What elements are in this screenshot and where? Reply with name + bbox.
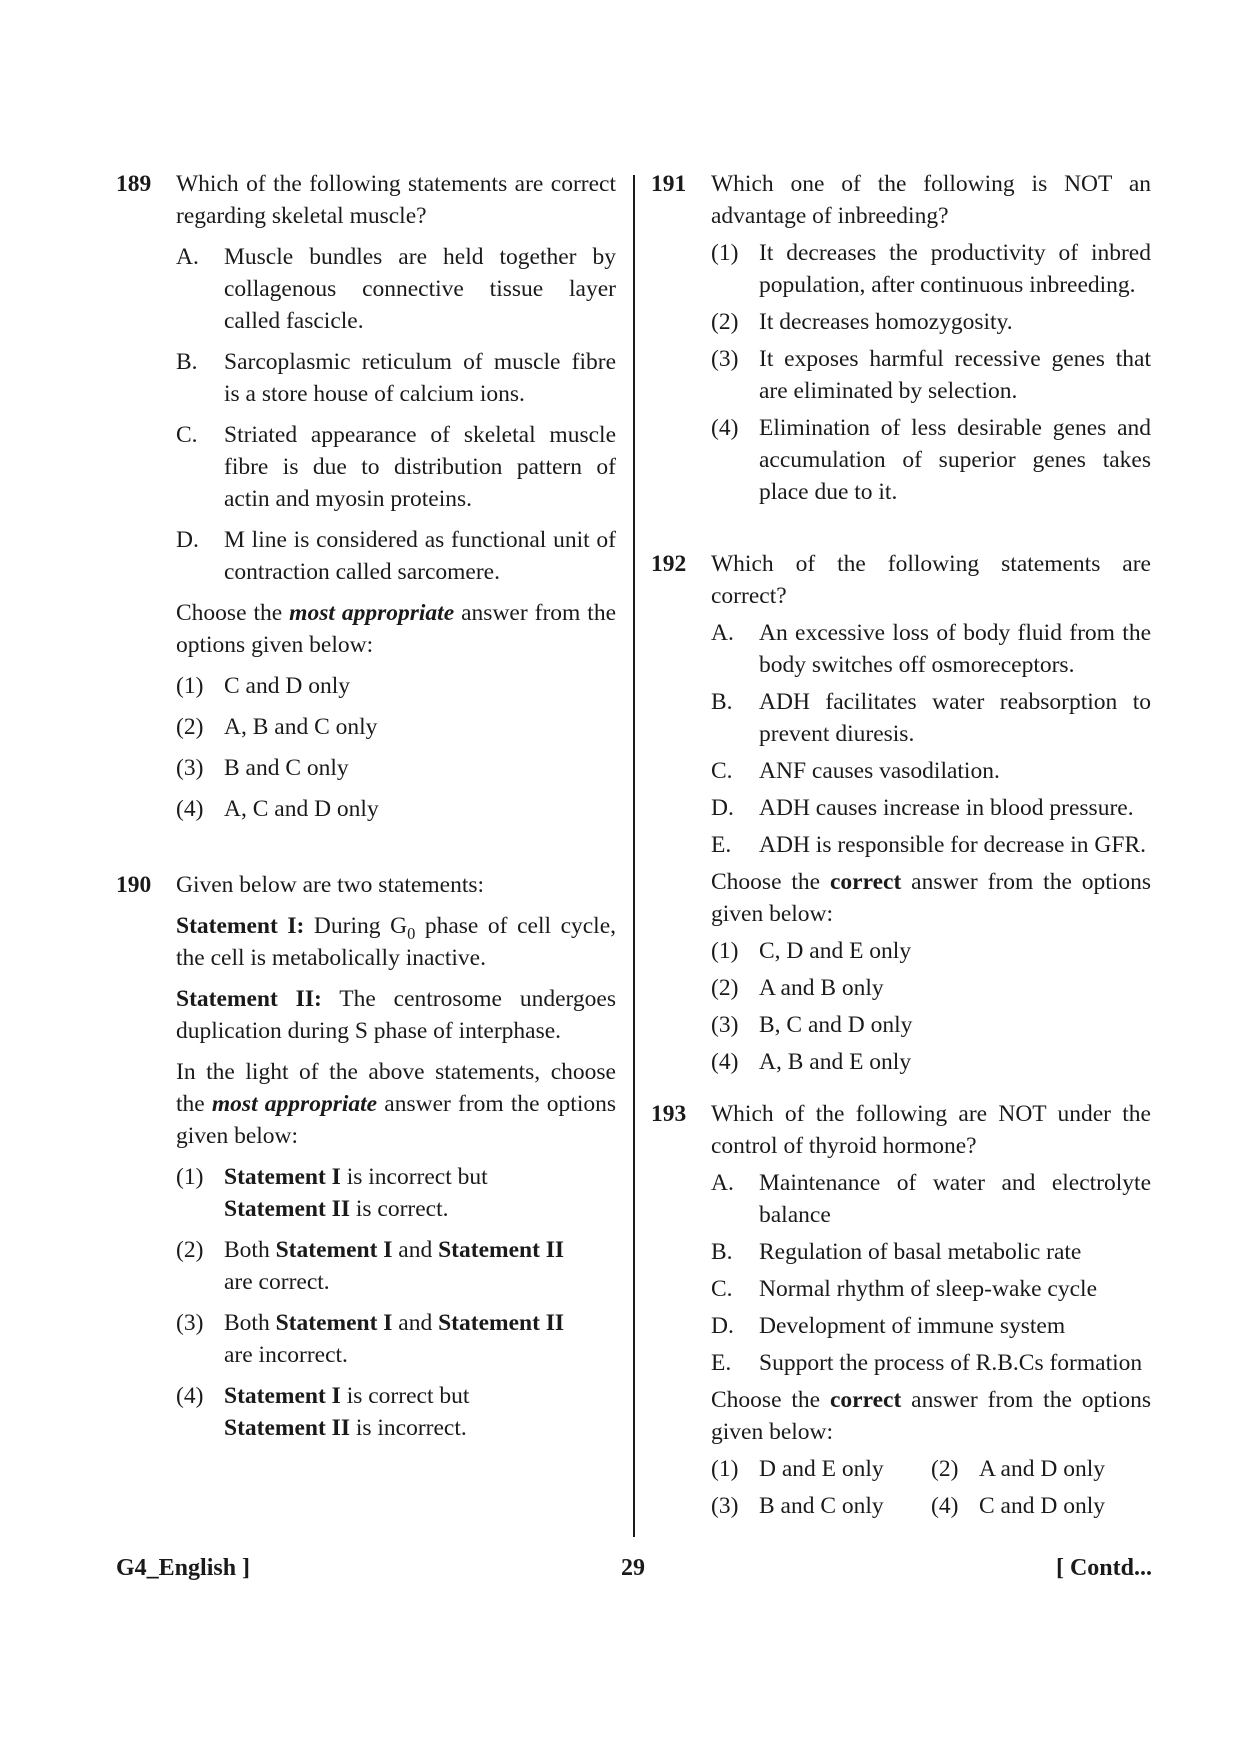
- item-label: D.: [176, 527, 199, 553]
- right-column: [651, 168, 1151, 1522]
- answer-option: [711, 343, 1151, 407]
- question-number: 190: [116, 872, 152, 898]
- option-label: (1): [711, 1456, 739, 1482]
- option-label: (4): [176, 1383, 204, 1409]
- question-number: 193: [651, 1101, 687, 1127]
- item-text: ANF causes vasodilation.: [759, 758, 1000, 784]
- answer-option: [711, 237, 1151, 301]
- option-label: (1): [176, 1164, 204, 1190]
- question-189: [116, 168, 616, 825]
- statement-item: [711, 1167, 1151, 1231]
- answer-option: [176, 1234, 616, 1298]
- statement-item: [711, 617, 1151, 681]
- instruction: Choose the correct answer from the options given below:: [711, 1387, 1151, 1445]
- statement-item: [176, 524, 616, 588]
- option-text: A, B and C only: [224, 714, 378, 740]
- item-label: C.: [176, 422, 198, 448]
- item-text: Support the process of R.B.Cs formation: [759, 1350, 1143, 1376]
- option-text: A and D only: [979, 1456, 1105, 1482]
- option-text: Statement I is correct but Statement II is incorrect.: [224, 1383, 470, 1441]
- item-label: B.: [711, 1239, 733, 1265]
- item-text: Development of immune system: [759, 1313, 1066, 1339]
- item-label: D.: [711, 795, 734, 821]
- statement-two: Statement II: The centrosome undergoes duplication during S phase of interphase.: [176, 986, 616, 1044]
- instruction: Choose the most appropriate answer from the options given below:: [176, 600, 617, 658]
- statement-item: [711, 755, 1151, 787]
- option-label: (3): [176, 1310, 204, 1336]
- answer-option: [176, 793, 616, 825]
- answer-option: [176, 752, 616, 784]
- footer-booklet-code: G4_English ]: [116, 1555, 251, 1581]
- answer-options-row: [711, 1453, 1151, 1485]
- option-label: (2): [931, 1456, 959, 1482]
- option-label: (4): [931, 1493, 959, 1519]
- question-193: [651, 1098, 1151, 1522]
- item-label: B.: [176, 349, 198, 375]
- answer-option: [176, 1380, 616, 1444]
- item-label: C.: [711, 1276, 733, 1302]
- option-text: C and D only: [979, 1493, 1105, 1519]
- answer-option: [176, 1307, 616, 1371]
- item-label: E.: [711, 832, 732, 858]
- option-text: A and B only: [759, 975, 884, 1001]
- answer-option: [711, 412, 1151, 508]
- option-text: B and C only: [224, 755, 349, 781]
- answer-option: [711, 1453, 931, 1485]
- answer-option: [711, 306, 1151, 338]
- item-label: D.: [711, 1313, 734, 1339]
- item-label: A.: [176, 244, 199, 270]
- answer-option: [931, 1490, 1151, 1522]
- option-text: Both Statement I and Statement II are correct.: [224, 1237, 565, 1295]
- option-text: D and E only: [759, 1456, 884, 1482]
- item-text: An excessive loss of body fluid from the body switches off osmoreceptors.: [759, 620, 1151, 678]
- statement-item: [711, 686, 1151, 750]
- option-label: (2): [711, 309, 739, 335]
- option-label: (2): [176, 1237, 204, 1263]
- option-label: (4): [711, 415, 739, 441]
- option-label: (2): [176, 714, 204, 740]
- option-text: C, D and E only: [759, 938, 912, 964]
- option-text: Elimination of less desirable genes and accumulation of superior genes takes place due to it.: [759, 415, 1151, 505]
- column-divider: [633, 175, 635, 1537]
- option-text: B and C only: [759, 1493, 884, 1519]
- option-label: (3): [711, 346, 739, 372]
- option-text: A, B and E only: [759, 1049, 912, 1075]
- answer-option: [711, 935, 1151, 967]
- item-text: Normal rhythm of sleep-wake cycle: [759, 1276, 1098, 1302]
- answer-option: [931, 1453, 1151, 1485]
- statement-item: [176, 419, 616, 515]
- option-text: It decreases homozygosity.: [759, 309, 1013, 335]
- footer-continued: [ Contd...: [1055, 1555, 1152, 1581]
- left-column: [116, 168, 616, 1444]
- statement-item: [711, 792, 1151, 824]
- page-number: 29: [621, 1555, 645, 1581]
- option-text: Statement I is incorrect but Statement II is correct.: [224, 1164, 488, 1222]
- option-text: Both Statement I and Statement II are incorrect.: [224, 1310, 565, 1368]
- item-text: Maintenance of water and electrolyte balance: [759, 1170, 1151, 1228]
- question-number: 189: [116, 171, 152, 197]
- item-text: Regulation of basal metabolic rate: [759, 1239, 1082, 1265]
- statement-item: [711, 1347, 1151, 1379]
- statement-item: [176, 241, 616, 337]
- option-label: (3): [176, 755, 204, 781]
- question-stem: Which of the following statements are correct regarding skeletal muscle?: [176, 171, 616, 229]
- answer-option: [711, 1046, 1151, 1078]
- item-label: A.: [711, 620, 734, 646]
- item-label: B.: [711, 689, 733, 715]
- question-stem: Which of the following statements are correct?: [711, 551, 1151, 609]
- question-192: [651, 548, 1151, 1078]
- option-label: (3): [711, 1493, 739, 1519]
- option-text: It decreases the productivity of inbred population, after continuous inbreeding.: [759, 240, 1151, 298]
- answer-option: [176, 1161, 616, 1225]
- question-stem: Given below are two statements:: [176, 872, 485, 898]
- item-text: Sarcoplasmic reticulum of muscle fibre is a store house of calcium ions.: [224, 349, 616, 407]
- statement-item: [176, 346, 616, 410]
- option-label: (3): [711, 1012, 739, 1038]
- statement-item: [711, 1273, 1151, 1305]
- item-text: ADH causes increase in blood pressure.: [759, 795, 1134, 821]
- item-label: E.: [711, 1350, 732, 1376]
- question-stem: Which one of the following is NOT an advantage of inbreeding?: [711, 171, 1151, 229]
- answer-option: [176, 670, 616, 702]
- statement-item: [711, 1310, 1151, 1342]
- instruction: In the light of the above statements, choose the most appropriate answer from the options given below:: [176, 1059, 617, 1149]
- item-text: Striated appearance of skeletal muscle fibre is due to distribution pattern of actin and myosin proteins.: [224, 422, 616, 512]
- option-label: (1): [711, 938, 739, 964]
- question-191: [651, 168, 1151, 508]
- statement-item: [711, 1236, 1151, 1268]
- answer-option: [711, 1009, 1151, 1041]
- option-label: (2): [711, 975, 739, 1001]
- option-label: (4): [711, 1049, 739, 1075]
- item-label: C.: [711, 758, 733, 784]
- option-text: It exposes harmful recessive genes that are eliminated by selection.: [759, 346, 1151, 404]
- instruction: Choose the correct answer from the options given below:: [711, 869, 1151, 927]
- option-text: B, C and D only: [759, 1012, 913, 1038]
- question-stem: Which of the following are NOT under the control of thyroid hormone?: [711, 1101, 1151, 1159]
- item-text: ADH facilitates water reabsorption to prevent diuresis.: [759, 689, 1151, 747]
- option-label: (1): [711, 240, 739, 266]
- statement-item: [711, 829, 1151, 861]
- answer-option: [176, 711, 616, 743]
- question-number: 191: [651, 171, 687, 197]
- item-label: A.: [711, 1170, 734, 1196]
- question-190: [116, 869, 616, 1444]
- answer-options-row: [711, 1490, 1151, 1522]
- question-number: 192: [651, 551, 687, 577]
- option-label: (1): [176, 673, 204, 699]
- answer-option: [711, 1490, 931, 1522]
- statement-one: Statement I: During $G_0$ phase of cell cycle, the cell is metabolically inactive.: [176, 913, 617, 971]
- option-text: A, C and D only: [224, 796, 379, 822]
- option-label: (4): [176, 796, 204, 822]
- option-text: C and D only: [224, 673, 350, 699]
- item-text: M line is considered as functional unit of contraction called sarcomere.: [224, 527, 616, 585]
- item-text: Muscle bundles are held together by collagenous connective tissue layer called fascicle.: [224, 244, 616, 334]
- item-text: ADH is responsible for decrease in GFR.: [759, 832, 1147, 858]
- answer-option: [711, 972, 1151, 1004]
